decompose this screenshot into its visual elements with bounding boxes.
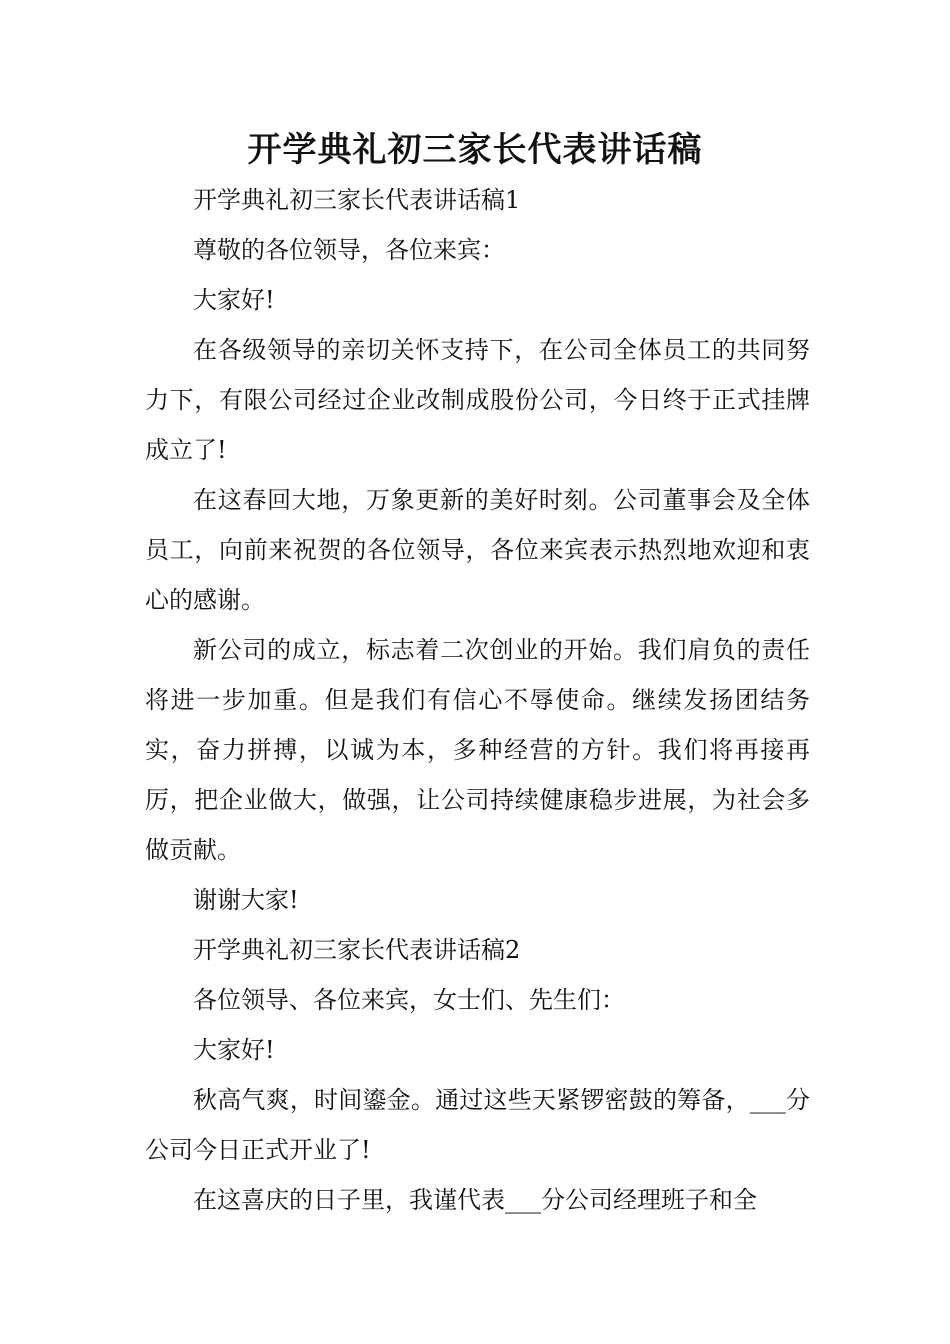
paragraph: 在这喜庆的日子里，我谨代表___分公司经理班子和全 <box>193 1186 757 1214</box>
paragraph: 尊敬的各位领导，各位来宾： <box>193 236 505 264</box>
paragraph: 开学典礼初三家长代表讲话稿1 <box>193 186 521 214</box>
paragraph: 开学典礼初三家长代表讲话稿2 <box>193 936 521 964</box>
document-body <box>145 175 810 1225</box>
paragraph: 新公司的成立，标志着二次创业的开始。我们肩负的责任将进一步加重。但是我们有信心不辱使命。继续发扬团结务实，奋力拼搏，以诚为本，多种经营的方针。我们将再接再厉，把企业做大，做强，让公司持续健康稳步进展，为社会多做贡献。 <box>145 636 810 864</box>
paragraph: 秋高气爽，时间鎏金。通过这些天紧锣密鼓的筹备，___分公司今日正式开业了! <box>145 1086 810 1164</box>
document-title: 开学典礼初三家长代表讲话稿 <box>247 130 703 170</box>
paragraph: 各位领导、各位来宾，女士们、先生们： <box>193 986 625 1014</box>
paragraph: 在这春回大地，万象更新的美好时刻。公司董事会及全体员工，向前来祝贺的各位领导，各位来宾表示热烈地欢迎和衷心的感谢。 <box>145 486 810 614</box>
paragraph: 谢谢大家! <box>193 886 299 914</box>
paragraph: 大家好! <box>193 1036 275 1064</box>
paragraph: 大家好! <box>193 286 275 314</box>
paragraph: 在各级领导的亲切关怀支持下，在公司全体员工的共同努力下，有限公司经过企业改制成股份公司，今日终于正式挂牌成立了! <box>145 336 810 464</box>
